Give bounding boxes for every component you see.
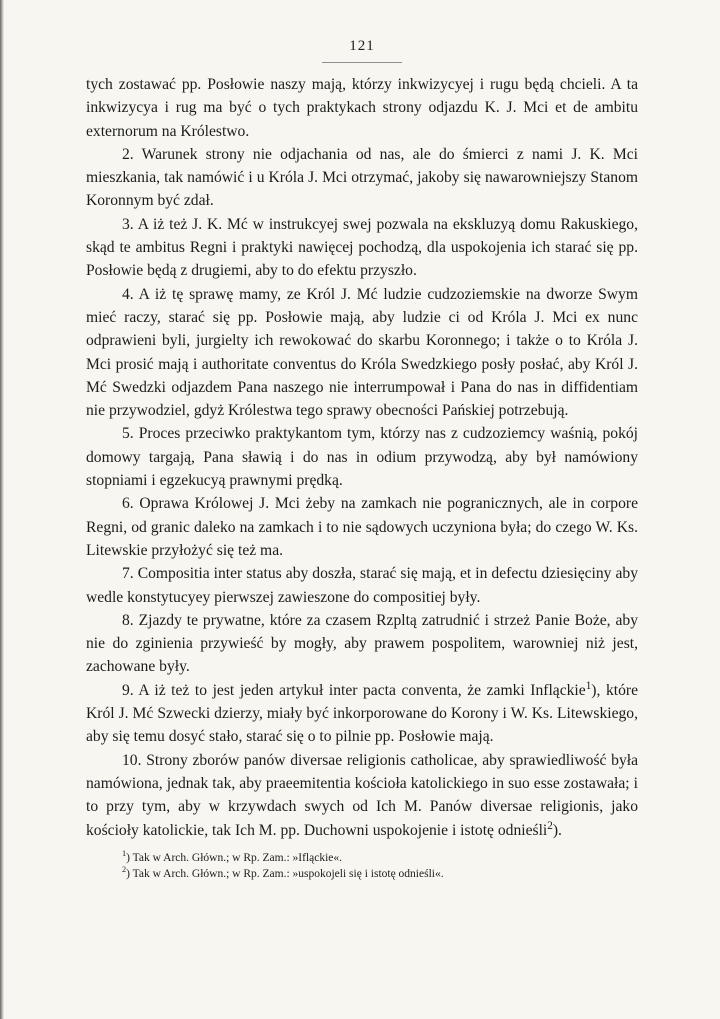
paragraph-article-2: 2. Warunek strony nie odjachania od nas, ale do śmierci z nami J. K. Mci mieszkania, tak namówić i u Króla J. Mci otrzymać, jakoby się nawarowniejszy Stanom Koronnym być zdał. <box>86 145 638 210</box>
paragraph-article-10-text-b: ). <box>552 821 562 839</box>
footnotes <box>86 850 638 882</box>
footnote-separator <box>86 842 638 850</box>
paragraph-continuation: tych zostawać pp. Posłowie naszy mają, którzy inkwizycyej i rugu będą chcieli. A ta inkwizycya i rug ma być o tych praktykach strony odjazdu K. J. Mci et de ambitu externorum na Królestwo. <box>86 76 638 140</box>
paragraph-article-7: 7. Compositia inter status aby doszła, starać się mają, et in defectu dziesięciny aby wedle konstytucyey pierwszej zawieszone do compositiej były. <box>86 565 638 606</box>
paragraph-article-6: 6. Oprawa Królowej J. Mci żeby na zamkach nie pogranicznych, ale in corpore Regni, od granic daleko na zamkach i to nie sądowych uczyniona była; do czego W. Ks. Litewskie przyłożyć się też ma. <box>86 495 638 559</box>
body-text <box>86 73 638 842</box>
paragraph-article-9 <box>86 679 638 749</box>
scan-edge-shadow <box>0 0 4 1019</box>
paragraph-article-9-text-a: 9. A iż też to jest jeden artykuł inter pacta conventa, że zamki Infląckie <box>122 681 586 699</box>
footnote-2-text: Tak w Arch. Główn.; w Rp. Zam.: »uspokojeli się i istotę odnieśli«. <box>132 867 444 880</box>
page-number-rule <box>322 62 402 63</box>
paragraph-article-8: 8. Zjazdy te prywatne, które za czasem Rzpltą zatrudnić i strzeż Panie Boże, aby nie do zginienia przywieść by mogły, aby prawem pospolitem, warowniej niż jest, zachowane były. <box>86 611 638 676</box>
footnote-2-marker: 2 <box>122 864 127 874</box>
paragraph-article-10 <box>86 749 638 842</box>
footnote-ref-1: 1 <box>585 679 592 692</box>
paragraph-article-3: 3. A iż też J. K. Mć w instrukcyej swej pozwala na ekskluzyą domu Rakuskiego, skąd te ambitus Regni i praktyki nawięcej pochodzą, dla uspokojenia ich starać się pp. Posłowie będą z drugiemi, aby to do efektu przyszło. <box>86 215 638 280</box>
footnote-ref-2: 2 <box>547 819 553 832</box>
paragraph-article-4: 4. A iż tę sprawę mamy, ze Król J. Mć ludzie cudzoziemskie na dworze Swym mieć raczy, starać się pp. Posłowie mają, aby ludzie ci od Króla J. Mci ex nunc odprawieni byli, jurgielty ich rewokować do skarbu Koronnego; i także o to Króla J. Mci prosić mają i authoritate conventus do Króla Swedzkiego posły posłać, aby Król J. Mć Swedzki odjazdem Pana naszego nie interrumpował i Pana do nas in diffidentiam nie przywodziel, gdyż Królestwa tego sprawy obecności Pańskiej potrzebują. <box>86 285 638 420</box>
footnote-1-marker: 1 <box>122 848 127 858</box>
footnote-1 <box>122 850 638 866</box>
paragraph-article-10-text-a: 10. Strony zborów panów diversae religionis catholicae, aby sprawiedliwość była namówiona, jednak tak, aby praeemitentia kościoła katolickiego in suo esse zostawała; i to przy tym, aby w krzywdach swych od Ich M. Panów diversae religionis, jako kościoły katolickie, tak Ich M. pp. Duchowni uspokojenie i istotę odnieśli <box>86 751 638 839</box>
footnote-2 <box>122 866 638 882</box>
page-number: 121 <box>349 38 375 54</box>
footnote-1-closer: ) <box>126 851 130 864</box>
paragraph-article-9-text-b: ), które Król J. Mć Szwecki dzierzy, miały być inkorporowane do Korony i W. Ks. Litewskiego, aby się temu dosyć stało, starać się o to pilnie pp. Posłowie mają. <box>86 681 638 746</box>
footnote-1-text: Tak w Arch. Główn.; w Rp. Zam.: »Ifląckie«. <box>132 851 342 864</box>
paragraph-article-5: 5. Proces przeciwko praktykantom tym, którzy nas z cudzoziemcy waśnią, pokój domowy targają, Pana sławią i do nas in odium przywodzą, aby był namówiony stopniami i egzekucyą prawnymi prędką. <box>86 425 638 490</box>
footnote-2-closer: ) <box>126 867 130 880</box>
